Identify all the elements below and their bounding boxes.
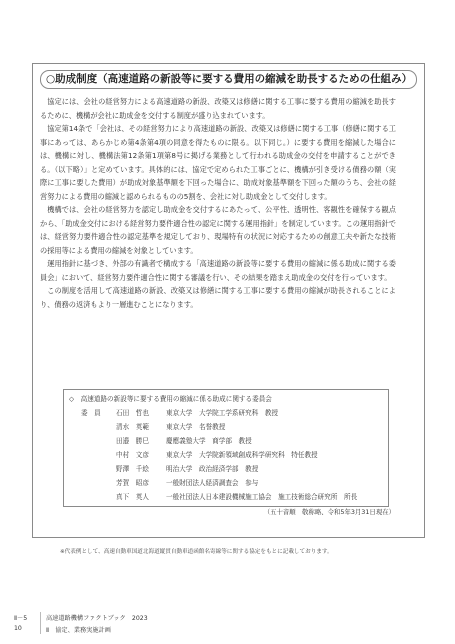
member-name: 真下 英人 <box>116 493 149 501</box>
member-name: 野澤 千絵 <box>116 465 149 473</box>
member-affiliation: 一般財団法人経済調査会 参与 <box>166 479 259 487</box>
member-row <box>64 477 388 491</box>
member-name: 芳賀 昭彦 <box>116 479 149 487</box>
committee-title: ◇ 高速道路の新設等に要する費用の縮減に係る助成に関する委員会 <box>69 395 272 403</box>
committee-box <box>63 389 389 507</box>
member-row <box>64 435 388 449</box>
member-affiliation: 東京大学 大学院新領域創成科学研究科 特任教授 <box>166 451 318 459</box>
footnote: ※代表例として、高速自動車国道北海道縦貫自動車道函館名寄線等に関する協定をもとに記載しております。 <box>60 549 333 555</box>
box-body <box>40 95 396 311</box>
paragraph-3: 機構では、会社の経営努力を認定し助成金を交付するにあたって、公平性、透明性、客観性を確保する観点から、「助成金交付における経営努力要件適合性の認定に関する運用指針」を制定しています。この運用指針では、経営努力要件適合性の認定基準を規定しており、現場特有の状況に対応するための創意工夫や新たな技術の採用等による費用の縮減を対象としています。 <box>40 205 396 255</box>
committee-note: （五十音順 敬称略、令和5年3月31日現在） <box>263 508 395 516</box>
member-row <box>64 463 388 477</box>
paragraph-4: 運用指針に基づき、外部の有識者で構成する「高速道路の新設等に要する費用の縮減に係る助成に関する委員会」において、経営努力要件適合性に関する審議を行い、その結果を踏まえ助成金の交付を行っています。 <box>40 259 396 282</box>
member-affiliation: 慶應義塾大学 商学部 教授 <box>166 437 252 445</box>
member-row <box>64 449 388 463</box>
member-name: 清水 英範 <box>116 423 149 431</box>
footer-page-number: 10 <box>14 625 22 632</box>
member-name: 中村 文彦 <box>116 451 149 459</box>
footer-chapter: Ⅱ 協定、業務実施計画 <box>46 627 111 634</box>
member-affiliation: 東京大学 大学院工学系研究科 教授 <box>166 409 279 417</box>
footer-divider <box>40 612 41 634</box>
footer-book-title: 高速道路機構ファクトブック 2023 <box>46 615 148 622</box>
paragraph-2: 協定第14条で「会社は、その経営努力により高速道路の新設、改築又は修繕に関する工事（修繕に関する工事にあっては、あらかじめ第4条第4項の同意を得たものに限る。以下同じ。）に要する費用を縮減した場合には、機構に対し、機構法第12条第1項第8号に掲げる業務として行われる助成金の交付を申請することができる。（以下略）」と定めています。具体的には、協定で定められた工事ごとに、機構が引き受ける債務の額（実際に工事に要した費用）が助成対象基準額を下回った場合に、助成対象基準額を下回った額のうち、会社の経営努力による費用の縮減と認められるものの5割を、会社に対し助成金として交付します。 <box>40 124 396 201</box>
footer-section: Ⅱ－5 <box>14 615 28 622</box>
member-row <box>64 421 388 435</box>
member-affiliation: 東京大学 名誉教授 <box>166 423 226 431</box>
member-row <box>64 407 388 421</box>
paragraph-1: 協定には、会社の経営努力による高速道路の新設、改築又は修繕に関する工事に要する費用の縮減を助長するために、機構が会社に助成金を交付する制度が盛り込まれています。 <box>40 97 396 120</box>
member-row <box>64 491 388 505</box>
box-title: ○助成制度（高速道路の新設等に要する費用の縮減を助長するための仕組み） <box>40 70 417 89</box>
member-affiliation: 一般社団法人日本建設機械施工協会 施工技術総合研究所 所長 <box>166 493 358 501</box>
member-role: 委 員 <box>81 409 101 417</box>
member-name: 石田 哲也 <box>116 409 149 417</box>
member-affiliation: 明治大学 政治経済学部 教授 <box>166 465 259 473</box>
member-name: 田邉 勝巳 <box>116 437 149 445</box>
paragraph-5: この制度を活用して高速道路の新設、改築又は修繕に関する工事に要する費用の縮減が助長されることにより、債務の返済もより一層進むことになります。 <box>40 286 396 309</box>
